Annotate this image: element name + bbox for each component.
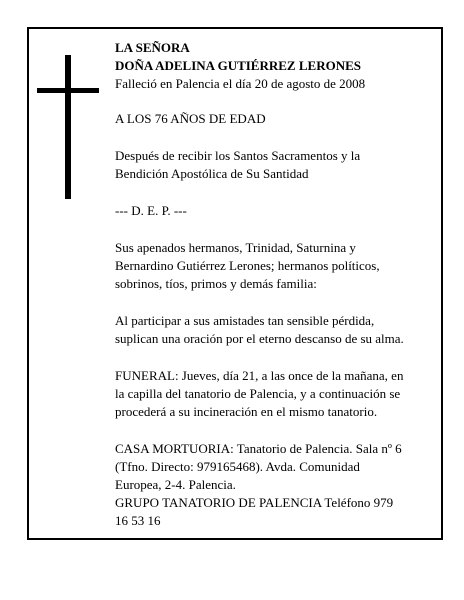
- family-paragraph: Sus apenados hermanos, Trinidad, Saturnina y Bernardino Gutiérrez Lerones; hermanos políticos, sobrinos, tíos, primos y demás familia:: [115, 240, 380, 291]
- deceased-name: DOÑA ADELINA GUTIÉRREZ LERONES: [115, 58, 361, 73]
- funeral-paragraph: FUNERAL: Jueves, día 21, a las once de la mañana, en la capilla del tanatorio de Palencia, y a continuación se procederá a su incineración en el mismo tanatorio.: [115, 368, 404, 419]
- rip-line: --- D. E. P. ---: [115, 203, 187, 218]
- request-paragraph: Al participar a sus amistades tan sensible pérdida, suplican una oración por el eterno descanso de su alma.: [115, 313, 404, 346]
- age-line: A LOS 76 AÑOS DE EDAD: [115, 111, 266, 126]
- death-date-line: Falleció en Palencia el día 20 de agosto de 2008: [115, 76, 366, 91]
- notice-text: [115, 39, 405, 530]
- latin-cross-icon: [37, 55, 99, 199]
- mortuary-paragraph: CASA MORTUORIA: Tanatorio de Palencia. Sala nº 6 (Tfno. Directo: 979165468). Avda. Comunidad Europea, 2-4. Palencia.: [115, 441, 402, 492]
- obituary-notice: [27, 27, 443, 540]
- sacraments-paragraph: Después de recibir los Santos Sacramentos y la Bendición Apostólica de Su Santidad: [115, 148, 361, 181]
- funeral-home-paragraph: GRUPO TANATORIO DE PALENCIA Teléfono 979 16 53 16: [115, 495, 394, 528]
- title-line-1: LA SEÑORA: [115, 40, 190, 55]
